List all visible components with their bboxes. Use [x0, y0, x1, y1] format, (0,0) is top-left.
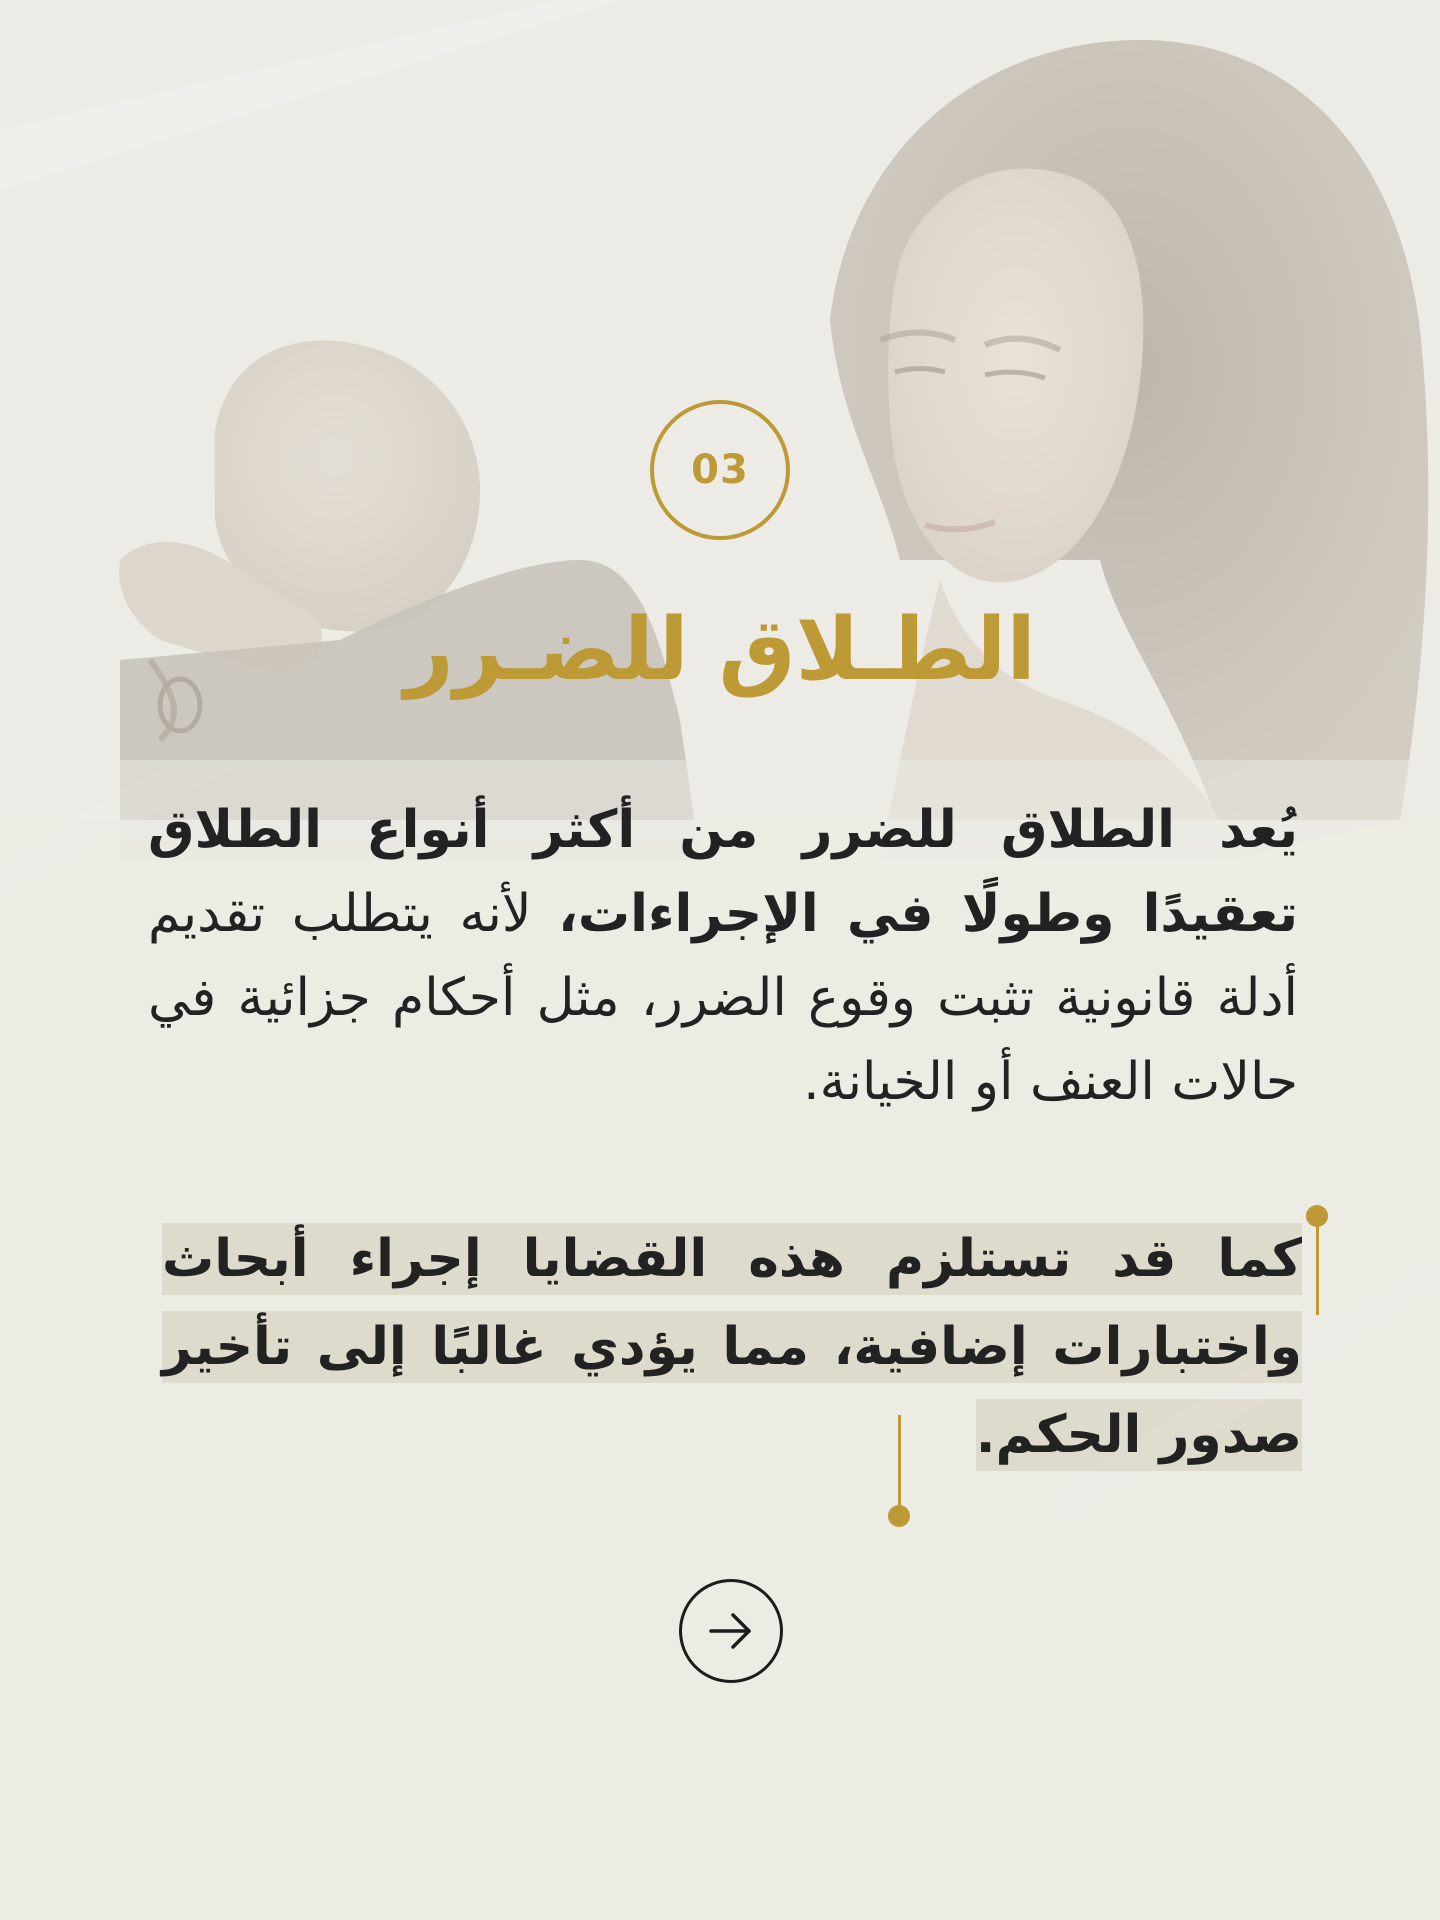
arrow-right-icon — [705, 1605, 757, 1657]
callout-text — [162, 1215, 1302, 1479]
next-button[interactable] — [679, 1579, 783, 1683]
intro-bold-text: يُعد الطلاق للضرر من أكثر أنواع الطلاق تعقيدًا وطولًا في الإجراءات، — [148, 800, 1298, 944]
intro-regular-text: لأنه يتطلب تقديم أدلة قانونية تثبت وقوع الضرر، مثل أحكام جزائية في حالات العنف أو الخيانة. — [148, 884, 1298, 1112]
callout-top-dot — [1306, 1205, 1328, 1227]
callout-top-line — [1316, 1215, 1319, 1315]
slide-number-badge — [650, 400, 790, 540]
callout-box — [100, 1215, 1340, 1515]
intro-paragraph — [148, 788, 1298, 1124]
slide-title: الطـلاق للضـرر — [404, 600, 1036, 700]
slide-number: 03 — [691, 447, 749, 493]
callout-highlight: كما قد تستلزم هذه القضايا إجراء أبحاث واختبارات إضافية، مما يؤدي غالبًا إلى تأخير صدور الحكم. — [162, 1223, 1302, 1471]
callout-bottom-dot — [888, 1505, 910, 1527]
